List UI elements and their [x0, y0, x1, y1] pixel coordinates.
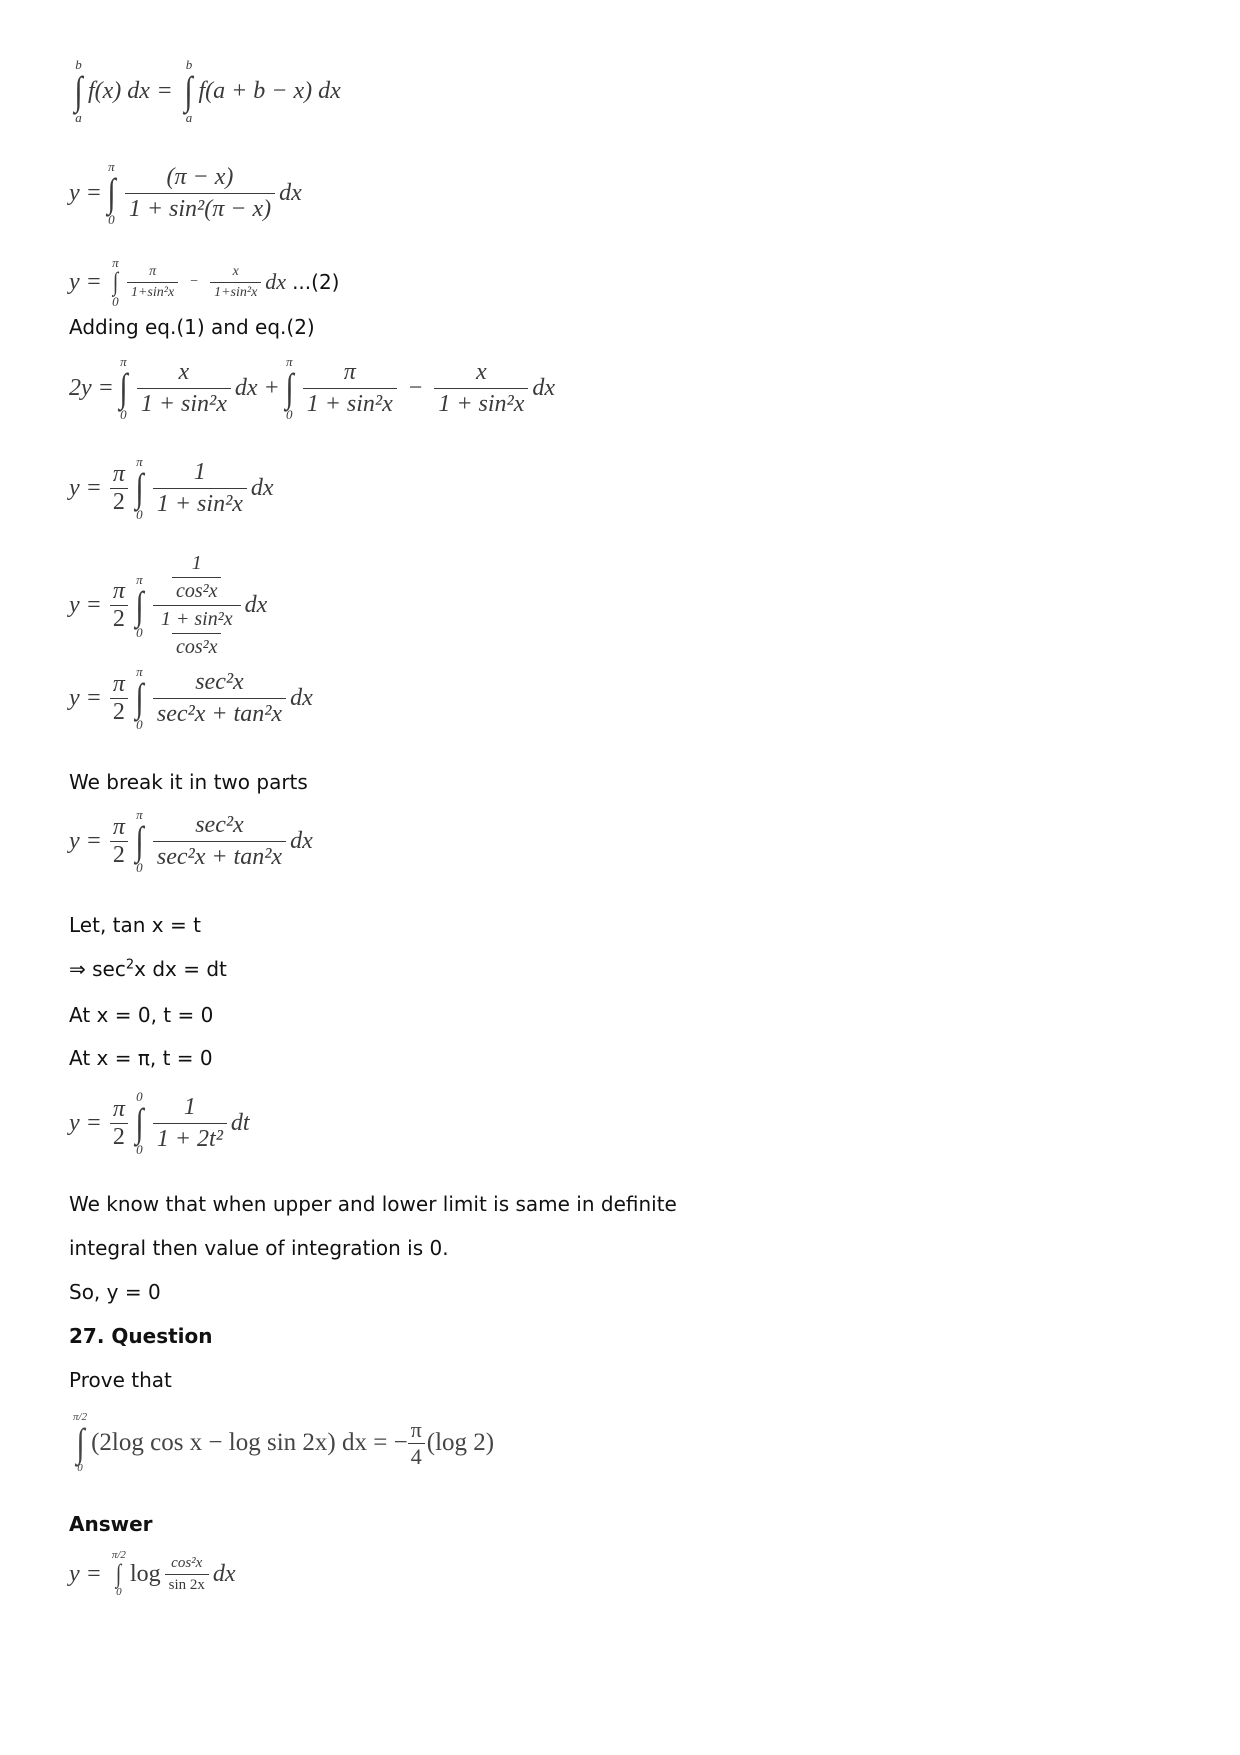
equation-cos: y = $\frac{\pi}{2}$ π ∫ 0 $\frac{\frac{1}{\text{cos²x}}}{\frac{\text{1 + sin²x}}{\text{cos²x}}}$ dx [69, 552, 268, 658]
integral-sign: π/2 ∫ 0 [73, 1411, 88, 1474]
property-rhs: f(a + b − x) dx [198, 77, 341, 104]
fraction: $\frac{\pi}{\text{1 + sin²x}}$ [303, 359, 397, 418]
text-break: We break it in two parts [69, 770, 308, 794]
equation-sum: 2y = π ∫ 0 $\frac{x}{\text{1 + sin²x}}$ dx + π ∫ 0 $\frac{\pi}{\text{1 + sin²x}}$ − $\frac{x}{\text{1 + sin²x}}$ dx [69, 354, 556, 422]
text-know-1: We know that when upper and lower limit is same in definite [69, 1192, 677, 1216]
text-let: Let, tan x = t [69, 913, 201, 937]
text-limit-upper: At x = π, t = 0 [69, 1046, 213, 1070]
integral-sign: π ∫ 0 [119, 354, 128, 422]
answer-heading: Answer [69, 1512, 153, 1536]
fraction: $\frac{\text{sec²x}}{\text{sec²x + tan²x}}$ [153, 812, 286, 871]
text-differential: ⇒ $\sec^2x$ dx = dt [69, 957, 227, 981]
equation-answer: y = π/2 ∫ 0 log $\frac{\text{cos²x}}{\sin 2x}$ dx [69, 1549, 236, 1598]
fraction: $\frac{1}{\text{1 + sin²x}}$ [153, 459, 247, 518]
integral-sign: π ∫ 0 [107, 159, 116, 227]
equation-half: y = $\frac{\pi}{2}$ π ∫ 0 $\frac{1}{\text{1 + sin²x}}$ dx [69, 454, 274, 522]
integral-sign: 0 ∫ 0 [135, 1089, 144, 1157]
text-adding: Adding eq.(1) and eq.(2) [69, 315, 315, 339]
fraction: $\frac{x}{\text{1+sin²x}}$ [210, 264, 261, 301]
integral-sign: π ∫ 0 [285, 354, 294, 422]
integral-sign: b ∫ a [184, 57, 194, 125]
equation-sec: y = $\frac{\pi}{2}$ π ∫ 0 $\frac{\text{sec²x}}{\text{sec²x + tan²x}}$ dx [69, 664, 313, 732]
fraction: $\frac{x}{\text{1 + sin²x}}$ [137, 359, 231, 418]
fraction: $\frac{\text{cos²x}}{\sin 2x}$ [165, 1555, 209, 1594]
complex-fraction: $\frac{\frac{1}{\text{cos²x}}}{\frac{\text{1 + sin²x}}{\text{cos²x}}}$ [153, 552, 241, 659]
text-prove-that: Prove that [69, 1368, 172, 1392]
integral-sign: b ∫ a [74, 57, 83, 125]
text-limit-lower: At x = 0, t = 0 [69, 1003, 214, 1027]
equation-prove: π/2 ∫ 0 (2log cos x − log sin 2x) dx = − $\frac{\pi}{4}$ (log 2) [73, 1411, 495, 1474]
question-heading: 27. Question [69, 1324, 213, 1348]
integral-sign: π ∫ 0 [135, 571, 144, 640]
integral-sign: π ∫ 0 [135, 807, 144, 875]
integral-sign: π ∫ 0 [135, 454, 144, 522]
equation-tag: ...(2) [292, 270, 340, 294]
equation-substitution: y = π ∫ 0 $\frac{(\pi - x)}{\text{1 + sin²(π − x)}}$ dx [69, 159, 302, 227]
integral-sign: π ∫ 0 [135, 664, 144, 732]
integral-sign: π/2 ∫ 0 [111, 1549, 126, 1598]
fraction: $\frac{1}{\text{1 + 2t²}}$ [153, 1094, 227, 1153]
fraction: $\frac{\pi}{\text{1+sin²x}}$ [127, 264, 178, 301]
text-result: So, y = 0 [69, 1280, 161, 1304]
text-know-2: integral then value of integration is 0. [69, 1236, 449, 1260]
fraction: $\frac{x}{\text{1 + sin²x}}$ [434, 359, 528, 418]
integral-sign: π ∫ 0 [112, 255, 119, 309]
equation-property: b ∫ a f(x) dx = b ∫ a f(a + b − x) dx [74, 57, 341, 125]
equation-2: y = π ∫ 0 $\frac{\pi}{\text{1+sin²x}}$ − $\frac{x}{\text{1+sin²x}}$ dx ...(2) [69, 255, 340, 309]
equation-sec-2: y = $\frac{\pi}{2}$ π ∫ 0 $\frac{\text{sec²x}}{\text{sec²x + tan²x}}$ dx [69, 807, 313, 875]
equation-t: y = $\frac{\pi}{2}$ 0 ∫ 0 $\frac{1}{\text{1 + 2t²}}$ dt [69, 1089, 250, 1157]
fraction: $\frac{(\pi - x)}{\text{1 + sin²(π − x)}}$ [125, 164, 275, 223]
property-lhs: f(x) dx [87, 77, 150, 104]
fraction: $\frac{\text{sec²x}}{\text{sec²x + tan²x}}$ [153, 669, 286, 728]
